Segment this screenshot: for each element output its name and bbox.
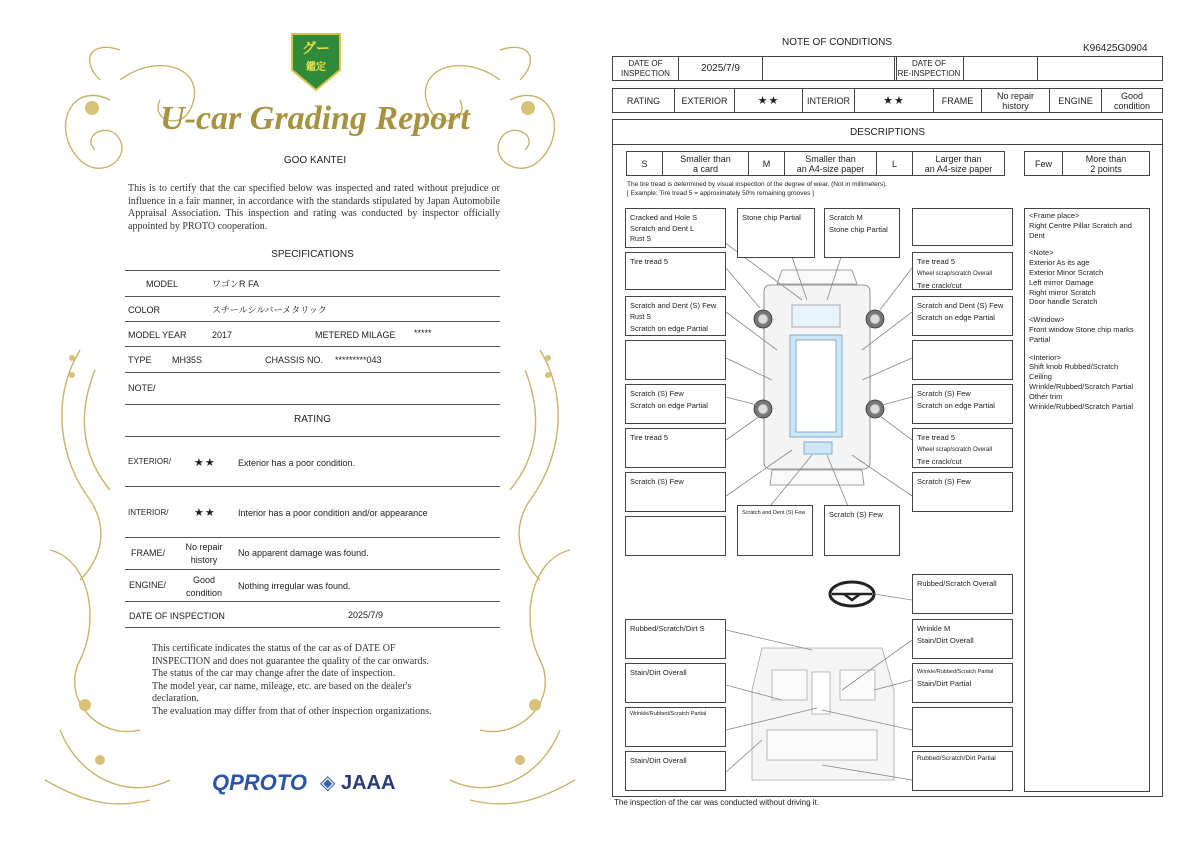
proto-logo-text: PROTO [229,770,307,795]
note-line: Rust S [630,313,652,321]
exterior-label: EXTERIOR/ [128,457,172,466]
tire-note-line-2: [ Example: Tire tread 5 = approximately 50% remaining grooves ] [627,190,814,197]
footer-line-6: The evaluation may differ from that of other inspection organizations. [152,705,432,717]
interior-label: INTERIOR/ [128,508,169,517]
frame-value-1: No repair [185,542,223,552]
note-box-tire-rear-left: Tire tread 5 [625,428,726,468]
note-line: Scratch (S) Few [630,389,684,398]
engine-label: ENGINE [1050,89,1102,112]
side-note-line: Front window Stone chip marks Partial [1029,324,1134,344]
frame-label: FRAME [934,89,982,112]
rating-heading: RATING [293,414,332,425]
note-box-rear-bumper: Scratch and Dent (S) Few [737,505,813,556]
note-box-front-seat [912,619,1013,659]
exterior-stars: ★★ [194,457,216,469]
note-box-empty [912,707,1013,747]
interior-label: INTERIOR [803,89,855,112]
specifications-heading: SPECIFICATIONS [271,249,354,260]
date-row [612,56,1163,81]
jaaa-logo [320,770,395,795]
jaaa-logo-text: JAAA [340,772,396,794]
model-year-label: MODEL YEAR [128,330,187,340]
size-legend [626,151,1005,176]
date-of-inspection-label: DATE OF INSPECTION [613,57,679,80]
tire-note [627,180,887,198]
note-box-bonnet [824,208,900,258]
note-line: Scratch on edge Partial [917,313,995,322]
doi-value: 2025/7/9 [348,610,384,620]
note-box-rear-right: Scratch (S) Few [912,472,1013,512]
note-line: Scratch on edge Partial [630,324,708,333]
legend-l: L [877,152,913,175]
date-of-inspection-value: 2025/7/9 [679,57,763,80]
report-subtitle: GOO KANTEI [283,155,347,166]
legend-few: Few [1025,152,1063,175]
note-line: Rust S [630,236,652,243]
note-line: Scratch and Dent (S) Few [917,301,1004,310]
frame-label: FRAME/ [131,548,166,558]
note-box-empty [625,340,726,380]
note-line: Stain/Dirt Partial [917,679,972,688]
legend-m: M [749,152,785,175]
descriptions-heading: DESCRIPTIONS [612,120,1163,145]
note-box-driver-seat: Stain/Dirt Overall [625,663,726,703]
note-line: Tire tread 5 [917,257,956,266]
badge-line1: グー [302,40,330,56]
note-box-left-rear-door [625,384,726,424]
milage-value: ***** [414,328,432,338]
side-note-line: Left mirror Damage [1029,277,1094,287]
footer-line-2: INSPECTION and does not guarantee the quality of the car onwards. [152,655,429,667]
note-line: Scratch and Dent L [630,224,695,233]
side-note-line: Right mirror Scratch [1029,287,1096,297]
note-box-rear-left: Scratch (S) Few [625,472,726,512]
milage-label: METERED MILAGE [315,330,396,340]
inspection-footer: The inspection of the car was conducted without driving it. [614,798,819,807]
frame-desc: No apparent damage was found. [238,548,369,558]
side-note-line: Other trim [1029,391,1063,401]
side-note-line: <Frame place> [1029,211,1080,220]
legend-s-desc: Smaller than a card [663,152,749,175]
model-value: ワゴンR FA [212,279,260,289]
engine-label: ENGINE/ [129,580,167,590]
color-label: COLOR [128,305,161,315]
reference-number: K96425G0904 [1083,43,1148,54]
chassis-label: CHASSIS NO. [265,355,324,365]
note-box-tire-front-left: Tire tread 5 [625,252,726,290]
report-title: U-car Grading Report [160,100,470,137]
note-box-left-front-door [625,296,726,336]
note-line: Scratch on edge Partial [917,401,995,410]
engine-value-1: Good [192,575,216,585]
note-box-tire-front-right [912,252,1013,290]
engine-value: Good condition [1113,90,1151,111]
note-box-right-front-door [912,296,1013,336]
engine-value-2: condition [185,588,223,598]
legend-m-desc: Smaller than an A4-size paper [785,152,877,175]
note-label: NOTE/ [128,383,156,393]
note-box-rear-gate: Scratch (S) Few [824,505,900,556]
note-box-tire-rear-right [912,428,1013,468]
side-note-line: Exterior As its age [1029,258,1090,268]
note-line: Scratch and Dent (S) Few [630,301,717,310]
side-note-line: Wrinkle/Rubbed/Scratch Partial [1029,401,1134,411]
doi-label: DATE OF INSPECTION [129,611,225,621]
note-box-floor: Rubbed/Scratch/Dirt Partial [912,751,1013,791]
note-line: Cracked and Hole S [630,213,698,222]
footer-line-5: declaration. [152,693,199,704]
note-line: Tire crack/cut [917,457,962,466]
footer-line-4: The model year, car name, mileage, etc. are based on the dealer's [152,680,412,692]
note-line: Wheel scrap/scratch Overall [917,271,993,277]
legend-s: S [627,152,663,175]
note-box-empty [912,208,1013,246]
side-note-line: <Note> [1029,248,1054,258]
note-box-front-glass: Stone chip Partial [737,208,815,258]
empty-cell [763,57,897,80]
side-note-line: Door handle Scratch [1029,297,1098,307]
interior-stars: ★★ [194,507,216,519]
note-box-left-trim: Wrinkle/Rubbed/Scratch Partial [625,707,726,747]
jaaa-mark-icon: ◈ [320,772,336,794]
legend-l-desc: Larger than an A4-size paper [924,153,993,174]
note-box-right-rear-door [912,384,1013,424]
frame-value: No repair history [982,89,1050,112]
note-line: Scratch M [829,213,863,222]
model-year-value: 2017 [212,330,233,340]
note-line: Scratch on edge Partial [630,401,708,410]
type-value: MH35S [172,355,203,365]
note-box-empty [625,516,726,556]
certify-text: This is to certify that the car specified below was inspected and rated without prejudice or influence in a fair manner, in accordance with the standards stipulated by Japan Automobile Appraisal Association. This inspection and rating was conducted by inspector officially appointed by PROTO cooperation. [128,183,500,232]
side-note-line: Ceiling [1029,372,1052,382]
engine-desc: Nothing irregular was found. [238,581,351,591]
side-note-line: <Interior> [1029,352,1062,362]
note-box-empty [912,340,1013,380]
proto-q-icon: Q [212,770,230,795]
note-box-front-left [625,208,726,248]
type-label: TYPE [128,355,152,365]
note-box-steering: Rubbed/Scratch Overall [912,574,1013,614]
certificate-footer [152,643,432,718]
footer-line-1: This certificate indicates the status of the car as of DATE OF [152,643,396,654]
goo-kantei-badge [288,30,344,94]
note-line: Wheel scrap/scratch Overall [917,447,993,453]
exterior-label: EXTERIOR [675,89,735,112]
tire-note-line-1: The tire tread is determined by visual inspection of the degree of wear. (Not in millimeters). [627,181,888,188]
note-box-rear-seat: Stain/Dirt Overall [625,751,726,791]
rating-label: RATING [613,89,675,112]
empty-cell [964,57,1038,80]
few-legend [1024,151,1150,176]
side-notes [1024,208,1150,792]
date-of-reinspection-label: DATE OF RE-INSPECTION [894,57,964,80]
side-note-line: Right Centre Pillar Scratch and Dent [1029,220,1132,240]
note-line: Wrinkle M [917,624,951,633]
interior-desc: Interior has a poor condition and/or appearance [238,508,428,518]
proto-logo [212,770,307,796]
chassis-value: *********043 [335,355,382,365]
notes-title: NOTE OF CONDITIONS [782,37,892,48]
exterior-stars: ★★ [735,89,803,112]
legend-few-desc: More than 2 points [1085,153,1127,174]
color-value: スチールシルバーメタリック [212,305,327,315]
frame-value-2: history [190,555,218,565]
model-label: MODEL [146,279,179,289]
exterior-desc: Exterior has a poor condition. [238,458,356,468]
note-line: Tire tread 5 [917,433,956,442]
side-note-line: Wrinkle/Rubbed/Scratch Partial [1029,381,1134,391]
note-line: Wrinkle/Rubbed/Scratch Partial [917,669,994,675]
note-line: Scratch (S) Few [917,389,971,398]
interior-stars: ★★ [855,89,934,112]
side-note-line: Shift knob Rubbed/Scratch [1029,362,1119,372]
badge-line2: 鑑定 [306,62,326,73]
rating-row [612,88,1163,113]
empty-cell [1038,57,1162,80]
note-line: Stain/Dirt Overall [917,636,974,645]
note-box-ceiling: Rubbed/Scratch/Dirt S [625,619,726,659]
footer-line-3: The status of the car may change after the date of inspection. [152,668,396,679]
note-box-passenger-seat [912,663,1013,703]
note-line: Stone chip Partial [829,225,888,234]
side-note-line: Exterior Minor Scratch [1029,267,1104,277]
note-line: Tire crack/cut [917,281,962,290]
side-note-line: <Window> [1029,315,1065,325]
